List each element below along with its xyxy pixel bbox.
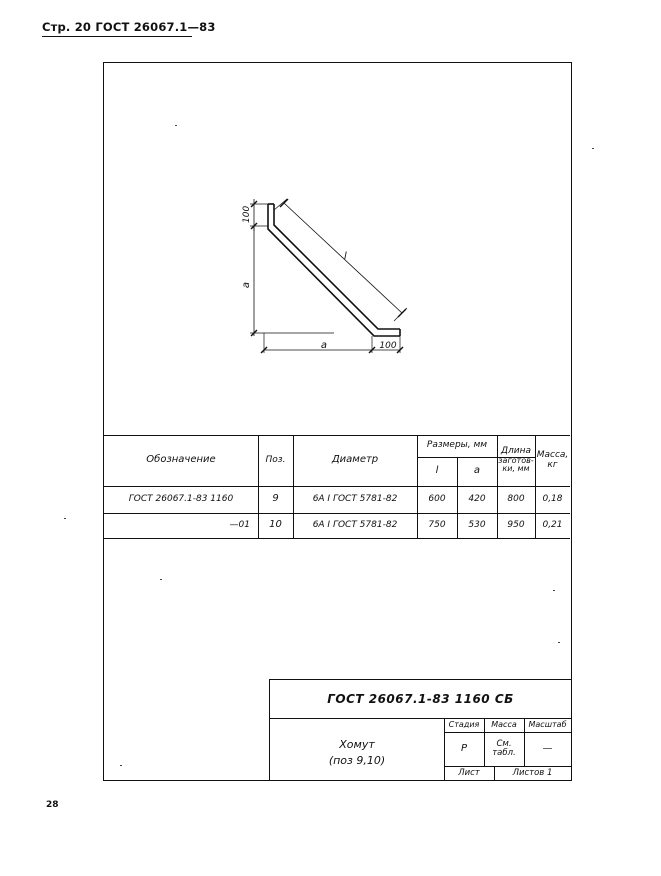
header-length-line2: заготов- [498, 455, 534, 465]
mass-value [484, 732, 524, 766]
title-name [270, 724, 444, 781]
dim-bottom-a-label: a [320, 340, 328, 351]
scale-value: — [542, 742, 553, 754]
dim-diag-label: l [344, 251, 347, 262]
sheets-label: Листов 1 [512, 768, 553, 779]
header-mass [535, 435, 570, 486]
stage-value: Р [460, 742, 468, 754]
header-a: a [473, 465, 481, 477]
header-length [497, 435, 535, 486]
header-designation: Обозначение [146, 454, 216, 466]
mass-value-line1: См. [496, 739, 512, 750]
scale-label: Масштаб [528, 719, 567, 729]
dim-side-label: a [241, 281, 252, 289]
row1-mass: 0,18 [542, 493, 563, 504]
row2-l: 750 [428, 519, 446, 530]
title-name-line2: (поз 9,10) [328, 753, 386, 767]
header-l: l [435, 465, 439, 477]
title-name-line1: Хомут [339, 737, 375, 751]
scan-speck [64, 518, 66, 519]
header-mass-line2: кг [547, 459, 558, 470]
row1-designation: ГОСТ 26067.1-83 1160 [128, 493, 234, 504]
scan-speck [592, 148, 594, 149]
header-mass-line1: Масса, [536, 450, 569, 461]
dim-bottom-100-label: 100 [379, 341, 397, 351]
scan-speck [120, 765, 122, 766]
sheet-label: Лист [458, 768, 480, 779]
row2-diameter: 6А I ГОСТ 5781-82 [312, 519, 398, 530]
header-rule [42, 36, 192, 37]
header-length-line3: ки, мм [502, 464, 530, 474]
page-number: 28 [46, 800, 59, 810]
row2-a: 530 [468, 519, 486, 530]
header-diameter: Диаметр [331, 454, 379, 466]
drawing-frame [103, 62, 572, 781]
mass-value-line2: табл. [492, 748, 516, 758]
title-code: ГОСТ 26067.1-83 1160 СБ [327, 691, 514, 706]
scan-speck [558, 642, 560, 643]
row1-pos: 9 [272, 493, 279, 505]
header-pos: Поз. [265, 454, 286, 465]
header-sizes: Размеры, мм [426, 440, 488, 451]
dimension-lines [254, 199, 402, 350]
row2-designation: —01 [229, 519, 250, 530]
row1-a: 420 [468, 493, 486, 504]
bar-shape [268, 204, 400, 336]
clamp-drawing [104, 63, 570, 435]
row2-mass: 0,21 [542, 519, 563, 530]
page-header: Стр. 20 ГОСТ 26067.1—83 [42, 20, 216, 34]
row2-pos: 10 [269, 519, 282, 531]
stage-label: Стадия [448, 719, 480, 729]
scan-speck [553, 590, 555, 591]
title-block [269, 679, 571, 781]
header-length-line1: Длина [500, 446, 532, 457]
dim-top-label: 100 [242, 205, 252, 223]
row1-diameter: 6А I ГОСТ 5781-82 [312, 493, 398, 504]
row1-length: 800 [507, 493, 525, 504]
scan-speck [160, 579, 162, 580]
table-bottom-line [104, 538, 570, 539]
mass-label: Масса [491, 719, 517, 729]
scan-speck [175, 125, 177, 126]
row1-l: 600 [428, 493, 446, 504]
row2-length: 950 [507, 519, 525, 530]
